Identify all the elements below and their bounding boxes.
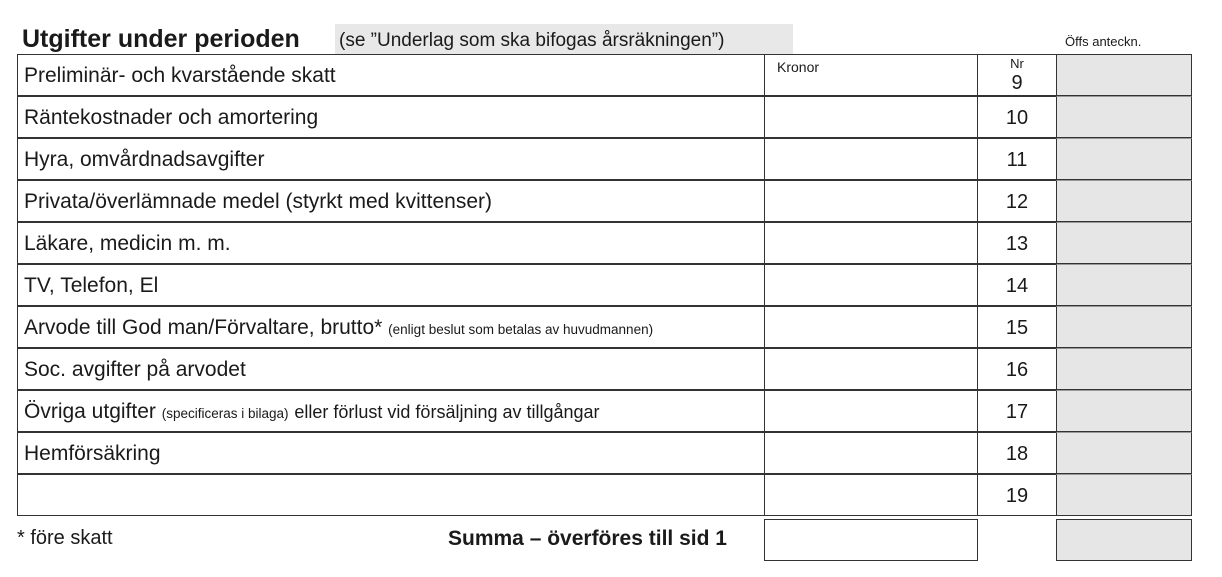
nr-column-header: Nr (1010, 56, 1024, 71)
row-number: 13 (978, 222, 1056, 264)
kronor-field-18[interactable] (764, 432, 978, 474)
row-label: Hyra, omvårdnadsavgifter (17, 138, 764, 180)
row-number-cell (978, 54, 1056, 96)
row-label-container (17, 306, 764, 348)
row-label: Räntekostnader och amortering (17, 96, 764, 138)
row-label: Soc. avgifter på arvodet (17, 348, 764, 390)
sum-field[interactable] (764, 519, 978, 561)
offs-field-14[interactable] (1056, 264, 1192, 306)
row-label-blank-field[interactable] (17, 474, 764, 516)
row-number: 10 (978, 96, 1056, 138)
row-note: (specificeras i bilaga) (161, 406, 289, 421)
row-number: 15 (978, 306, 1056, 348)
kronor-field-10[interactable] (764, 96, 978, 138)
offs-field-13[interactable] (1056, 222, 1192, 264)
kronor-field-12[interactable] (764, 180, 978, 222)
offs-field-10[interactable] (1056, 96, 1192, 138)
row-number: 16 (978, 348, 1056, 390)
row-number: 9 (1011, 72, 1023, 94)
row-label-container (17, 390, 764, 432)
row-label: Läkare, medicin m. m. (17, 222, 764, 264)
kronor-field-19[interactable] (764, 474, 978, 516)
row-number: 17 (978, 390, 1056, 432)
offs-field-9[interactable] (1056, 54, 1192, 96)
kronor-field-11[interactable] (764, 138, 978, 180)
footnote: * före skatt (17, 527, 113, 549)
row-number: 11 (978, 138, 1056, 180)
offs-field-16[interactable] (1056, 348, 1192, 390)
kronor-field-14[interactable] (764, 264, 978, 306)
offs-field-17[interactable] (1056, 390, 1192, 432)
kronor-field-13[interactable] (764, 222, 978, 264)
offs-field-15[interactable] (1056, 306, 1192, 348)
row-label: TV, Telefon, El (17, 264, 764, 306)
section-subtitle: (se ”Underlag som ska bifogas årsräkningen”) (335, 24, 793, 54)
row-note: (enligt beslut som betalas av huvudmannen) (388, 322, 654, 337)
row-number: 12 (978, 180, 1056, 222)
row-number: 19 (978, 474, 1056, 516)
row-label: Privata/överlämnade medel (styrkt med kvittenser) (17, 180, 764, 222)
offs-field-18[interactable] (1056, 432, 1192, 474)
kronor-field-17[interactable] (764, 390, 978, 432)
offs-anteckn-label: Öffs anteckn. (1065, 34, 1142, 49)
kronor-column-header: Kronor (777, 59, 820, 75)
row-number: 18 (978, 432, 1056, 474)
offs-field-11[interactable] (1056, 138, 1192, 180)
kronor-field-16[interactable] (764, 348, 978, 390)
offs-field-12[interactable] (1056, 180, 1192, 222)
section-title: Utgifter under perioden (22, 25, 300, 53)
offs-sum-field[interactable] (1056, 519, 1192, 561)
row-suffix: eller förlust vid försäljning av tillgångar (294, 402, 600, 422)
kronor-field-9[interactable] (764, 54, 978, 96)
row-label: Arvode till God man/Förvaltare, brutto* (24, 316, 383, 339)
row-label: Preliminär- och kvarstående skatt (17, 54, 764, 96)
kronor-field-15[interactable] (764, 306, 978, 348)
row-label: Övriga utgifter (24, 400, 156, 423)
row-number: 14 (978, 264, 1056, 306)
offs-field-19[interactable] (1056, 474, 1192, 516)
sum-label: Summa – överföres till sid 1 (448, 527, 727, 550)
row-label: Hemförsäkring (17, 432, 764, 474)
